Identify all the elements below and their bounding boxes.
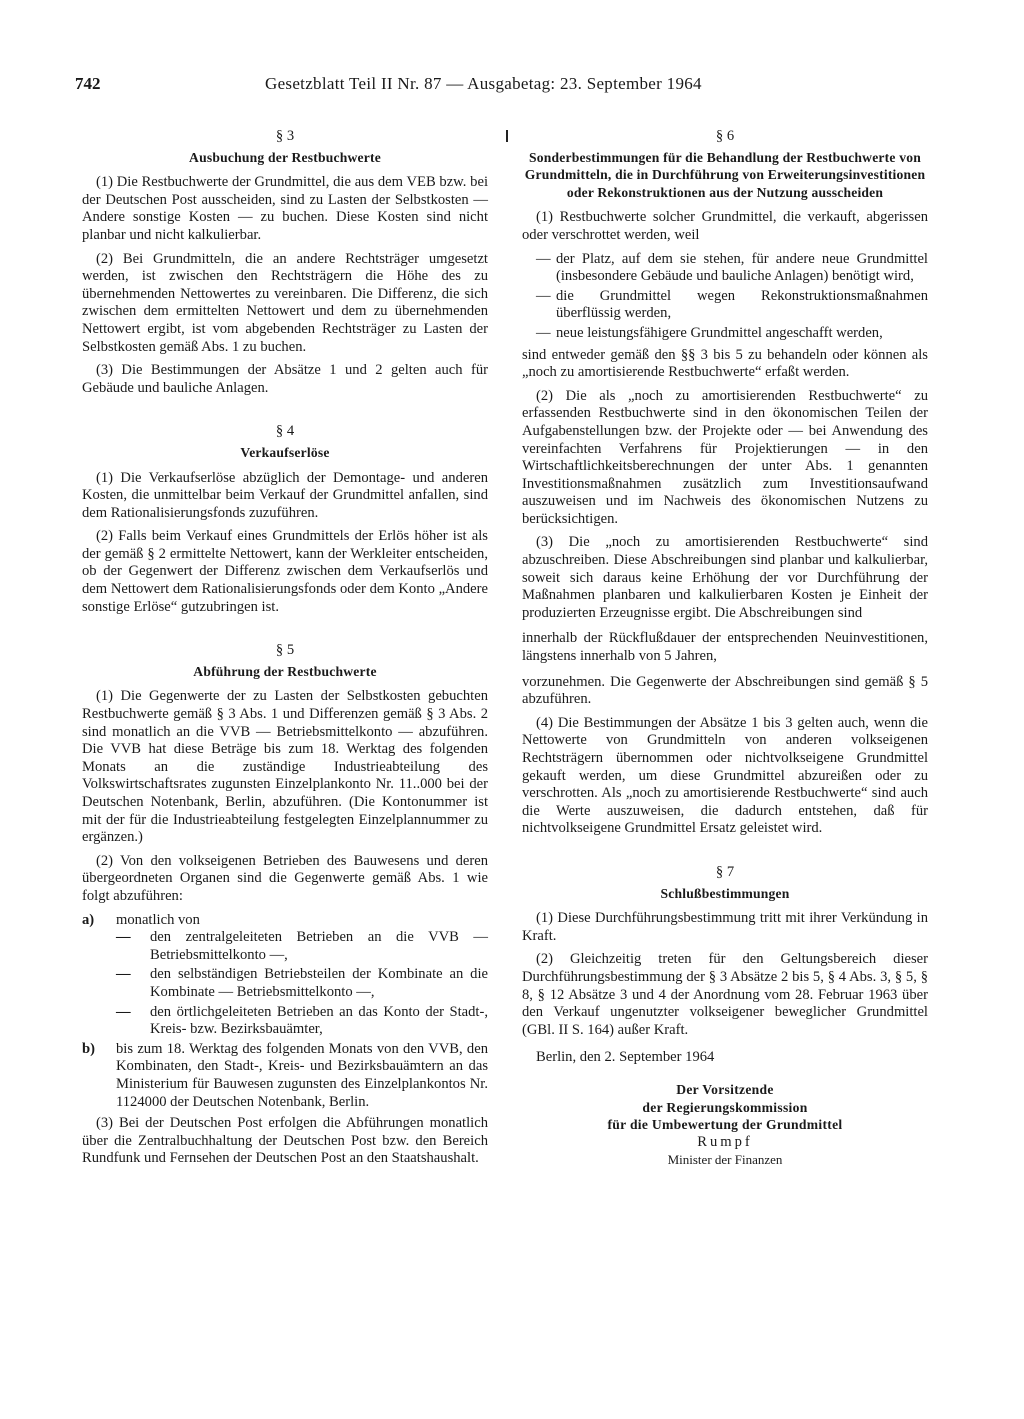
section-6-paragraph-1-intro: (1) Restbuchwerte solcher Grundmittel, die verkauft, abgerissen oder verschrottet werden, weil	[522, 209, 928, 243]
list-item-text: den zentralgeleiteten Betrieben an die VVB — Betriebsmittelkonto —,	[150, 929, 488, 963]
section-6-number: § 6	[715, 128, 735, 144]
column-divider-mark	[506, 130, 508, 142]
list-item-b-text: bis zum 18. Werktag des folgenden Monats von den VVB, den Kombinaten, den Stadt-, Kreis- und Bezirksbauämtern an das Ministerium für Bauwesen zugunsten des Einzelplankontos Nr. 1124000 der Deutschen Notenbank, Berlin.	[116, 1040, 488, 1110]
signatory-role: Minister der Finanzen	[667, 1152, 783, 1168]
list-item-a-text: monatlich von	[116, 911, 200, 928]
section-6-paragraph-2: (2) Die als „noch zu amortisierenden Restbuchwerte“ zu erfassenden Restbuchwerte sind in den ökonomischen Teilen der Aufgabenstellungen bzw. der Projekte oder — bei Anwendung des vereinfachten Verfahrens für Projektierungen — in den Wirtschaftlichkeitsberechnungen der unter Abs. 1 genannten Investitionsmaßnahmen zusätzlich zum Investitionsaufwand auszuweisen und im Nachweis des ökonomischen Nutzens zu berücksichtigen.	[522, 387, 928, 527]
section-6-paragraph-3: (3) Die „noch zu amortisierenden Restbuchwerte“ sind abzuschreiben. Diese Abschreibungen sind planbar und kalkulierbar, soweit sich daraus keine Erhöhung der vor Durchführung der Maßnahmen planbaren und kalkulierbaren Kosten je Einheit der produzierten Erzeugnisse ergibt. Die Abschreibungen sind	[522, 534, 928, 621]
right-column	[522, 128, 928, 1169]
page-number: 742	[75, 74, 101, 93]
section-6-title: Sonderbestimmungen für die Behandlung der Restbuchwerte von Grundmitteln, die in Durchführung von Erweiterungsinvestitionen oder Rekonstruktionen aus der Nutzung ausscheiden	[524, 149, 926, 200]
section-3-paragraph-2: (2) Bei Grundmitteln, die an andere Rechtsträger umgesetzt werden, ist zwischen den Rechtsträgern die Höhe des zu übernehmenden Nettowertes zu vereinbaren. Die Differenz, die sich zwischen dem ermittelten Nettowert und dem zu übernehmenden Nettowert ergibt, ist vom abgebenden Rechtsträger zu Lasten der Selbstkosten gemäß Abs. 1 zu buchen.	[82, 250, 488, 355]
section-5-paragraph-1: (1) Die Gegenwerte der zu Lasten der Selbstkosten gebuchten Restbuchwerte gemäß § 3 Abs. 1 und Differenzen gemäß § 3 Abs. 2 sind monatlich an die VVB — Betriebsmittelkonto — abzuführen. Die VVB hat diese Beträge bis zum 18. Werktag des folgenden Monats an die zuständige Industrieabteilung des Volkswirtschaftsrates zugunsten Einzelplankonto Nr. 11..000 bei der Deutschen Notenbank, Berlin, abzuführen. (Die Kontonummer ist mit der für die Industrieabteilung festgelegten Einzelplannummer zu ergänzen.)	[82, 688, 488, 846]
list-item-text: der Platz, auf dem sie stehen, für andere neue Grundmittel (insbesondere Gebäude und bauliche Anlagen) benötigt wird,	[556, 250, 928, 285]
section-6-reasons-list	[522, 251, 928, 343]
list-item	[116, 1004, 488, 1039]
signature-title-line-2: der Regierungskommission	[642, 1099, 808, 1115]
signature-title-line-1: Der Vorsitzende	[676, 1081, 774, 1097]
list-item	[116, 966, 488, 1001]
list-item	[522, 325, 928, 343]
section-5-payment-list	[82, 912, 488, 1112]
section-6-paragraph-3-continued: innerhalb der Rückflußdauer der entsprechenden Neuinvestitionen, längstens innerhalb von 5 Jahren,	[522, 630, 928, 665]
list-item	[522, 288, 928, 323]
section-5-paragraph-3: (3) Bei der Deutschen Post erfolgen die Abführungen monatlich über die Zentralbuchhaltung der Deutschen Post bzw. den Bereich Rundfunk und Fernsehen der Deutschen Post an den Staatshaushalt.	[82, 1115, 488, 1167]
dash-marker: —	[536, 324, 551, 341]
left-column	[82, 128, 488, 1174]
page-header	[75, 74, 945, 98]
section-3-paragraph-1: (1) Die Restbuchwerte der Grundmittel, die aus dem VEB bzw. bei der Deutschen Post ausscheiden, sind zu Lasten der Selbstkosten — Andere sonstige Kosten — zu buchen. Diese Kosten sind nicht planbar und nicht kalkulierbar.	[82, 174, 488, 243]
signature-title-line-3: für die Umbewertung der Grundmittel	[607, 1117, 843, 1133]
place-and-date: Berlin, den 2. September 1964	[536, 1049, 715, 1066]
section-5-number: § 5	[275, 642, 295, 659]
list-label-b: b)	[82, 1040, 95, 1057]
list-item	[116, 929, 488, 964]
dash-marker: —	[116, 966, 131, 983]
list-item	[522, 251, 928, 286]
running-header-title: Gesetzblatt Teil II Nr. 87 — Ausgabetag: 23. September 1964	[265, 74, 702, 93]
list-item-b	[82, 1041, 488, 1111]
section-6-paragraph-1-outro: sind entweder gemäß den §§ 3 bis 5 zu behandeln oder können als „noch zu amortisierende Restbuchwerte“ erfaßt werden.	[522, 346, 928, 381]
list-item-text: neue leistungsfähigere Grundmittel angeschafft werden,	[556, 324, 883, 341]
section-3-number: § 3	[275, 128, 295, 144]
section-7-paragraph-2: (2) Gleichzeitig treten für den Geltungsbereich dieser Durchführungsbestimmung der § 3 Absätze 2 bis 5, § 4 Abs. 3, § 5, § 8, § 12 Absätze 3 und 4 der Anordnung vom 28. Februar 1963 über den Verkauf ungenutzter volkseigener beweglicher Grundmittel (GBl. II S. 164) außer Kraft.	[522, 951, 928, 1038]
section-5-paragraph-2: (2) Von den volkseigenen Betrieben des Bauwesens und deren übergeordneten Organen sind die Gegenwerte gemäß Abs. 1 wie folgt abzuführen:	[82, 852, 488, 904]
section-5-title: Abführung der Restbuchwerte	[193, 663, 377, 679]
list-a-subitems	[116, 929, 488, 1039]
section-3-paragraph-3: (3) Die Bestimmungen der Absätze 1 und 2 gelten auch für Gebäude und bauliche Anlagen.	[82, 362, 488, 396]
section-7-title: Schlußbestimmungen	[660, 885, 790, 901]
dash-marker: —	[116, 929, 131, 946]
section-4-paragraph-1: (1) Die Verkaufserlöse abzüglich der Demontage- und anderen Kosten, die unmittelbar beim Verkauf der Grundmittel anfallen, sind dem Rationalisierungsfonds zuzuführen.	[82, 469, 488, 521]
list-item-text: den örtlichgeleiteten Betrieben an das Konto der Stadt-, Kreis- bzw. Bezirksbauämter,	[150, 1003, 488, 1038]
dash-marker: —	[116, 1003, 131, 1020]
list-label-a: a)	[82, 911, 95, 928]
dash-marker: —	[536, 287, 551, 304]
section-4-paragraph-2: (2) Falls beim Verkauf eines Grundmittels der Erlös höher ist als der gemäß § 2 ermittelte Nettowert, kann der Werkleiter entscheiden, ob der Gegenwert der Differenz zwischen dem Verkaufserlös und dem Nettowert dem Rationalisierungsfonds oder dem Konto „Andere sonstige Erlöse“ gutzubringen ist.	[82, 528, 488, 615]
list-item-text: die Grundmittel wegen Rekonstruktionsmaßnahmen überflüssig werden,	[556, 287, 928, 322]
section-7-number: § 7	[715, 863, 735, 880]
signatory-name: Rumpf	[697, 1133, 753, 1150]
section-4-title: Verkaufserlöse	[240, 444, 330, 460]
section-6-paragraph-4: (4) Die Bestimmungen der Absätze 1 bis 3 gelten auch, wenn die Nettowerte von Grundmitteln von anderen volkseigenen Rechtsträgern übernommen oder nichtvolkseigene Grundmittel gekauft werden, um diese Grundmittel abzureißen oder zu verschrotten. Als „noch zu amortisierende Restbuchwerte“ sind auch die Werte auszuweisen, die dadurch entstehen, daß für nichtvolkseigene Grundmittel Ersatz geleistet wird.	[522, 714, 928, 837]
section-4-number: § 4	[275, 423, 295, 440]
list-item-a	[82, 912, 488, 1039]
dash-marker: —	[536, 250, 551, 267]
list-item-text: den selbständigen Betriebsteilen der Kombinate an die Kombinate — Betriebsmittelkonto —,	[150, 966, 488, 1000]
section-6-paragraph-3-end: vorzunehmen. Die Gegenwerte der Abschreibungen sind gemäß § 5 abzuführen.	[522, 673, 928, 708]
section-7-paragraph-1: (1) Diese Durchführungsbestimmung tritt mit ihrer Verkündung in Kraft.	[522, 910, 928, 944]
section-3-title: Ausbuchung der Restbuchwerte	[189, 149, 381, 165]
